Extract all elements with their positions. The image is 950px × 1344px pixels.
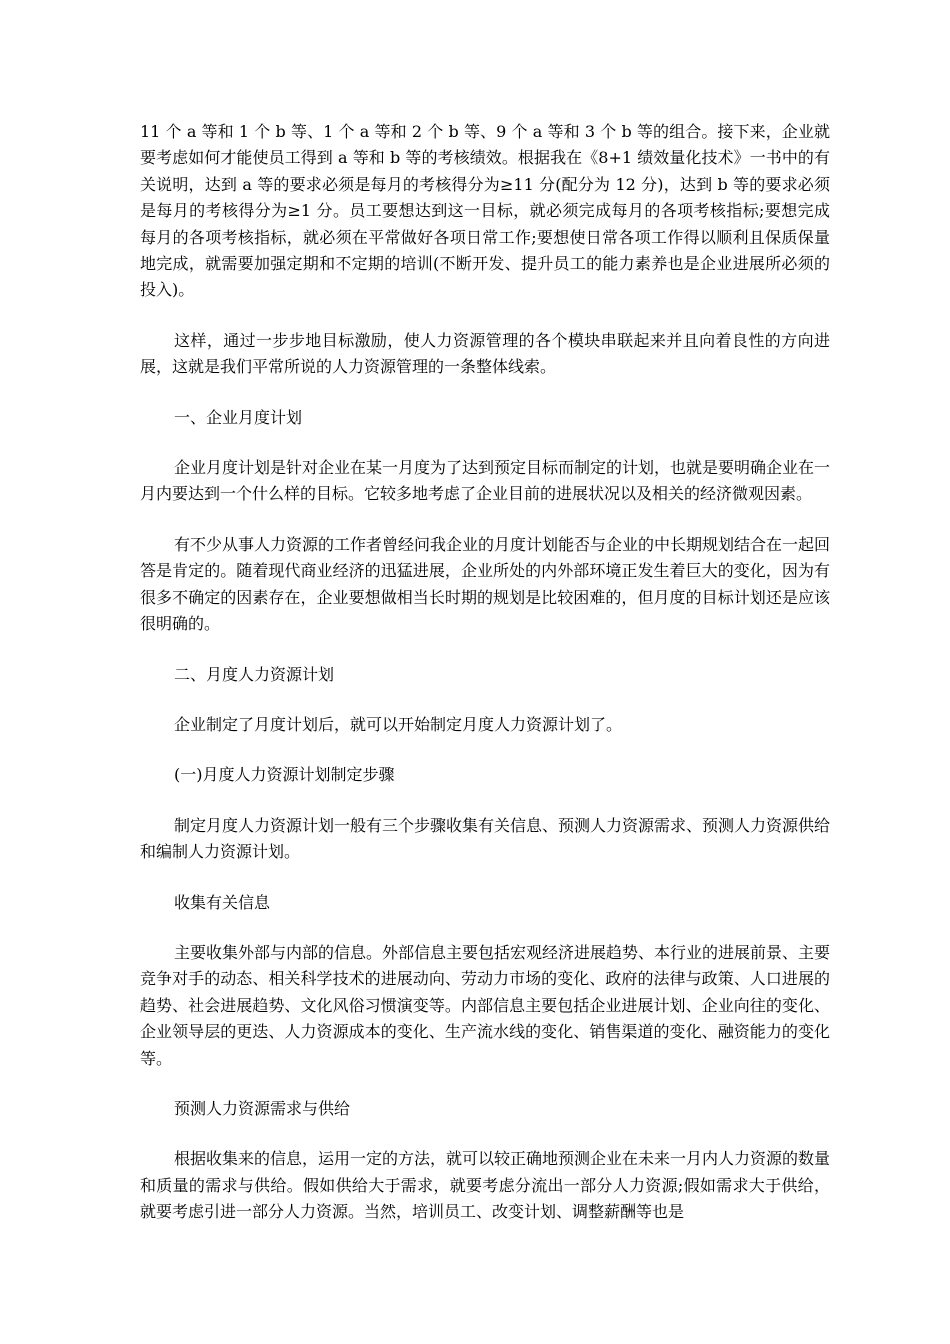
subheading-collect-info: 收集有关信息 — [174, 892, 271, 912]
paragraph-collect-info: 主要收集外部与内部的信息。外部信息主要包括宏观经济进展趋势、本行业的进展前景、主要竞争对手的动态、相关科学技术的进展动向、劳动力市场的变化、政府的法律与政策、人口进展的趋势、社会进展趋势、文化风俗习惯演变等。内部信息主要包括企业进展计划、企业向往的变化、企业领导层的更迭、人力资源成本的变化、生产流水线的变化、销售渠道的变化、融资能力的变化等。 — [140, 942, 831, 1068]
section-heading-hr-plan: 二、月度人力资源计划 — [174, 664, 335, 684]
paragraph-hr-plan-intro: 企业制定了月度计划后，就可以开始制定月度人力资源计划了。 — [174, 714, 623, 734]
subsection-heading-steps: (一)月度人力资源计划制定步骤 — [174, 765, 395, 785]
paragraph-monthly-plan-question: 有不少从事人力资源的工作者曾经问我企业的月度计划能否与企业的中长期规划结合在一起回答是肯定的。随着现代商业经济的迅猛进展，企业所处的内外部环境正发生着巨大的变化，因为有很多不确定的因素存在，企业要想做相当长时期的规划是比较困难的，但月度的目标计划还是应该很明确的。 — [140, 534, 831, 634]
paragraph-steps: 制定月度人力资源计划一般有三个步骤收集有关信息、预测人力资源需求、预测人力资源供给和编制人力资源计划。 — [140, 815, 831, 862]
subheading-forecast: 预测人力资源需求与供给 — [174, 1098, 351, 1118]
paragraph-monthly-plan-definition: 企业月度计划是针对企业在某一月度为了达到预定目标而制定的计划，也就是要明确企业在一月内要达到一个什么样的目标。它较多地考虑了企业目前的进展状况以及相关的经济微观因素。 — [140, 458, 831, 504]
paragraph-summary: 这样，通过一步步地目标激励，使人力资源管理的各个模块串联起来并且向着良性的方向进展，这就是我们平常所说的人力资源管理的一条整体线索。 — [140, 330, 830, 377]
section-heading-monthly-plan: 一、企业月度计划 — [174, 407, 303, 427]
paragraph-forecast: 根据收集来的信息，运用一定的方法，就可以较正确地预测企业在未来一月内人力资源的数量和质量的需求与供给。假如供给大于需求，就要考虑分流出一部分人力资源;假如需求大于供给，就要考虑引进一部分人力资源。当然，培训员工、改变计划、调整薪酬等也是 — [140, 1149, 831, 1222]
paragraph-continuation: 11 个 a 等和 1 个 b 等、1 个 a 等和 2 个 b 等、9 个 a 等和 3 个 b 等的组合。接下来，企业就要考虑如何才能使员工得到 a 等和 b 等的考核绩效。根据我在《8+1 绩效量化技术》一书中的有关说明，达到 a 等的要求必须是每月的考核得分为≥11 分(配分为 12 分)，达到 b 等的要求必须是每月的考核得分为≥1 分。员工要想达到这一目标，就必须完成每月的各项考核指标;要想完成每月的各项考核指标，就必须在平常做好各项日常工作;要想使日常各项工作得以顺利且保质保量地完成，就需要加强定期和不定期的培训(不断开发、提升员工的能力素养也是企业进展所必须的投入)。 — [140, 122, 830, 300]
document-body — [140, 119, 830, 1250]
